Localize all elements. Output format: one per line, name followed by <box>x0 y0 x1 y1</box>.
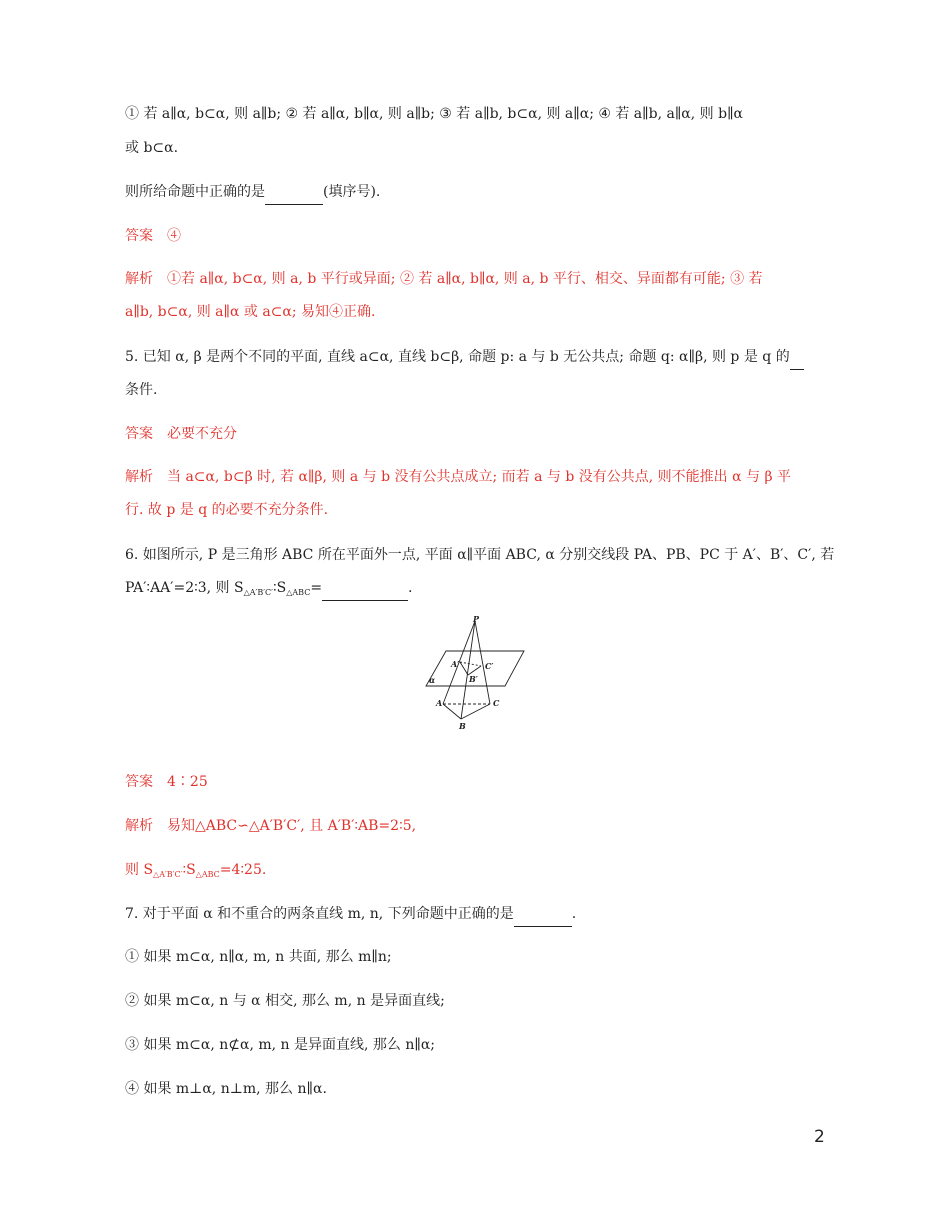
problem7-statement <box>125 904 825 927</box>
problem4-question <box>125 182 825 205</box>
problem7-option-1: ① 如果 m⊂α, n∥α, m, n 共面, 那么 m∥n; <box>125 949 392 965</box>
problem7-option-4: ④ 如果 m⊥α, n⊥m, 那么 n∥α. <box>125 1081 327 1097</box>
problem7-option-3: ③ 如果 m⊂α, n⊄α, m, n 是异面直线, 那么 n∥α; <box>125 1037 436 1053</box>
problem4-statement-line2: 或 b⊂α. <box>125 140 179 156</box>
problem4-analysis-line1: 解析 ①若 a∥α, b⊂α, 则 a, b 平行或异面; ② 若 a∥α, b∥α, 则 a, b 平行、相交、异面都有可能; ③ 若 <box>125 271 763 287</box>
problem6-ratio-colon: ∶S <box>273 580 287 596</box>
problem6-answer: 答案 4∶25 <box>125 774 208 790</box>
problem4-analysis-line2: a∥b, b⊂α, 则 a∥α 或 a⊂α; 易知④正确. <box>125 304 376 320</box>
problem5-statement-text: 5. 已知 α, β 是两个不同的平面, 直线 a⊂α, 直线 b⊂β, 命题 p: a 与 b 无公共点; 命题 q: α∥β, 则 p 是 q 的 <box>125 349 790 365</box>
page-number: 2 <box>814 1127 825 1147</box>
subscript-big-triangle: △ABC <box>195 870 220 879</box>
problem5-statement-line1 <box>125 347 825 370</box>
problem6-analysis-line2 <box>125 860 825 885</box>
problem4-question-end: (填序号). <box>323 184 381 200</box>
label-C-prime: C′ <box>485 661 494 671</box>
label-A: A <box>436 698 443 708</box>
edge-A1C1 <box>460 662 481 666</box>
subscript-small-triangle: △A′B′C′ <box>243 588 273 597</box>
problem4-question-text: 则所给命题中正确的是 <box>125 184 265 200</box>
label-C: C <box>493 698 500 708</box>
problem6-analysis-text: 则 S <box>125 862 154 878</box>
problem7-statement-text: 7. 对于平面 α 和不重合的两条直线 m, n, 下列命题中正确的是 <box>125 906 514 922</box>
label-alpha: α <box>429 675 436 685</box>
problem6-equals: = <box>310 580 323 596</box>
problem5-statement-line2: 条件. <box>125 382 158 398</box>
problem6-statement-line1: 6. 如图所示, P 是三角形 ABC 所在平面外一点, 平面 α∥平面 ABC, α 分别交线段 PA、PB、PC 于 A′、B′、C′, 若 <box>125 547 835 563</box>
problem5-analysis-line2: 行. 故 p 是 q 的必要不充分条件. <box>125 502 329 518</box>
subscript-big-triangle: △ABC <box>286 588 311 597</box>
answer-blank <box>265 184 323 205</box>
subscript-small-triangle: △A′B′C′ <box>153 870 183 879</box>
problem6-ratio-text: PA′∶AA′=2∶3, 则 S <box>125 580 244 596</box>
answer-blank <box>790 349 804 370</box>
problem7-option-2: ② 如果 m⊂α, n 与 α 相交, 那么 m, n 是异面直线; <box>125 993 445 1009</box>
label-B: B <box>459 721 466 731</box>
problem6-analysis-result: =4∶25. <box>219 862 267 878</box>
pyramid-plane-figure <box>420 612 530 732</box>
problem4-statement-line1: ① 若 a∥α, b⊂α, 则 a∥b; ② 若 a∥α, b∥α, 则 a∥b; ③ 若 a∥b, b⊂α, 则 a∥α; ④ 若 a∥b, a∥α, 则 b∥α <box>125 106 743 122</box>
edge-BC <box>461 704 490 719</box>
problem6-statement-line2 <box>125 578 825 603</box>
label-B-prime: B′ <box>469 674 478 684</box>
label-P: P <box>473 614 480 624</box>
problem6-statement-end: . <box>408 580 413 596</box>
problem7-statement-end: . <box>571 906 577 922</box>
problem6-analysis-colon: ∶S <box>182 862 196 878</box>
label-A-prime: A′ <box>451 659 460 669</box>
problem5-answer: 答案 必要不充分 <box>125 426 237 442</box>
edge-AB <box>443 704 461 719</box>
problem5-analysis-line1: 解析 当 a⊂α, b⊂β 时, 若 α∥β, 则 a 与 b 没有公共点成立; 而若 a 与 b 没有公共点, 则不能推出 α 与 β 平 <box>125 469 792 485</box>
answer-blank <box>514 906 572 927</box>
edge-A1B1 <box>460 662 468 675</box>
problem4-answer: 答案 ④ <box>125 228 181 244</box>
problem6-analysis-line1: 解析 易知△ABC∽△A′B′C′, 且 A′B′∶AB=2∶5, <box>125 818 417 834</box>
answer-blank <box>322 580 408 601</box>
